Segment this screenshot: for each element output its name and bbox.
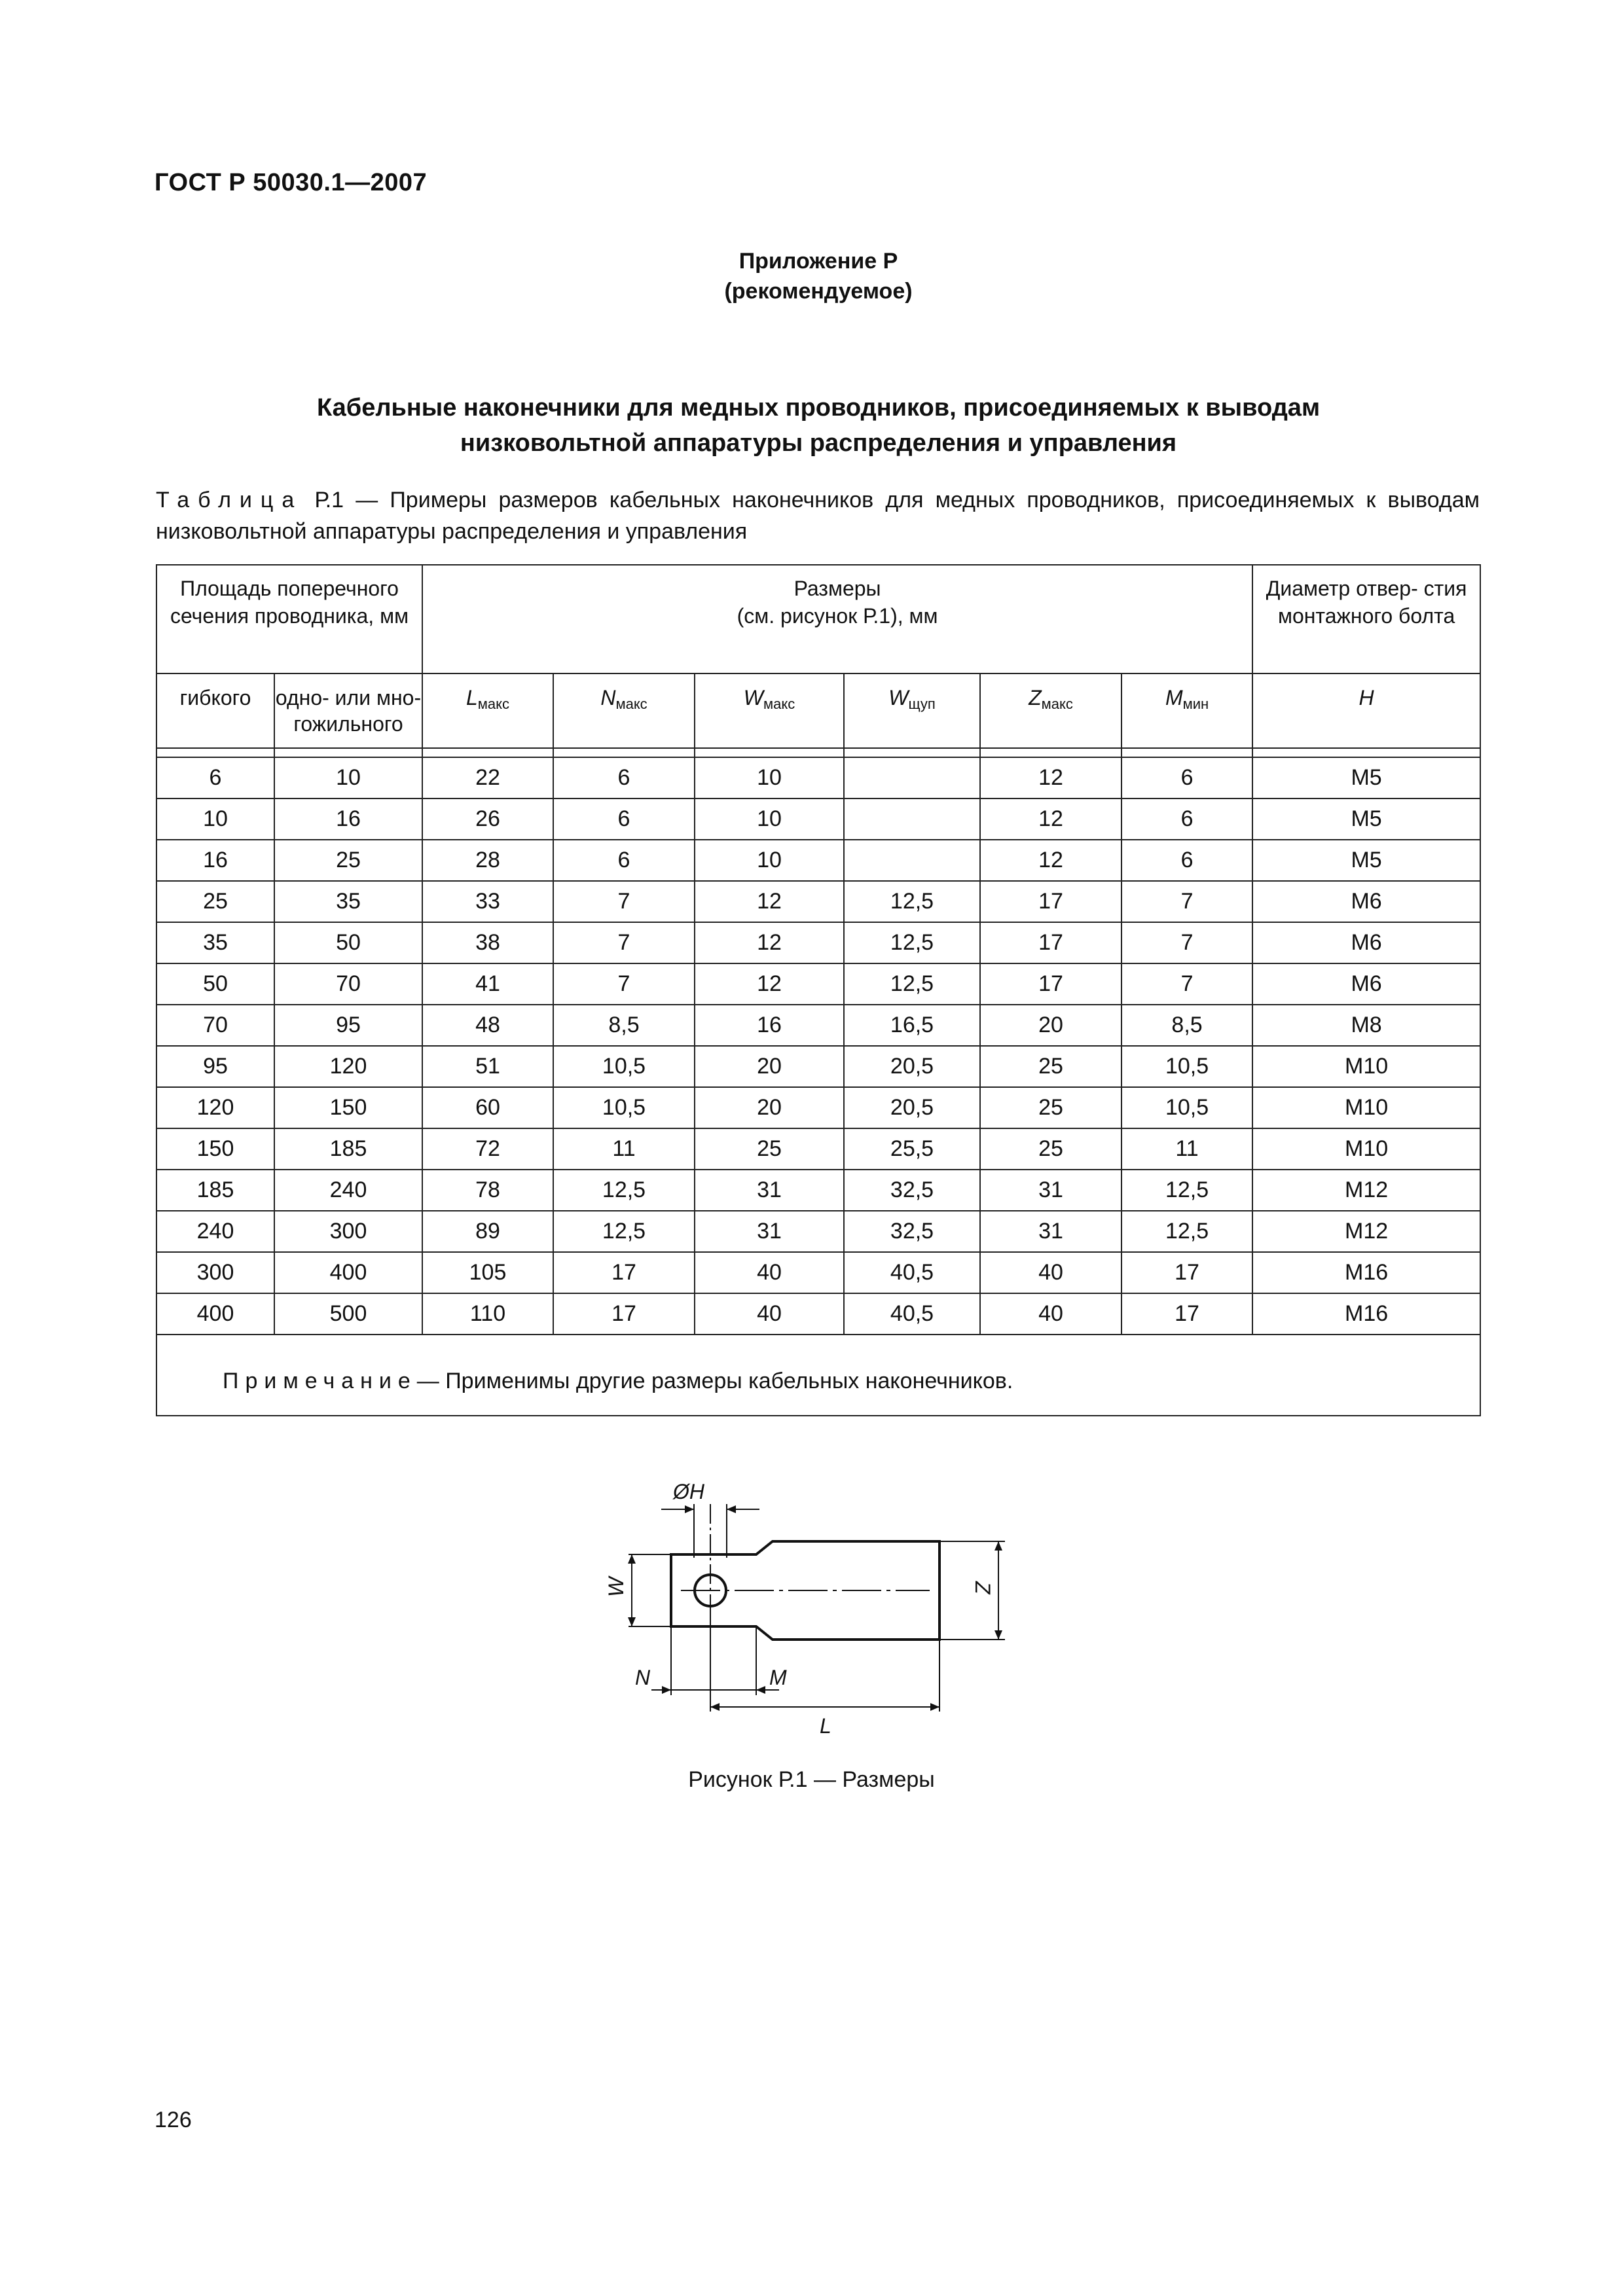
table-caption-label: Таблица	[156, 488, 303, 512]
table-cell: 16	[156, 840, 274, 881]
table-cell: M5	[1252, 840, 1480, 881]
table-cell: M5	[1252, 757, 1480, 798]
table-cell: 32,5	[844, 1211, 980, 1252]
table-row	[156, 1170, 1480, 1211]
table-cell: 10	[156, 798, 274, 840]
appendix-title: Приложение Р	[739, 249, 898, 274]
table-cell: 17	[1122, 1252, 1252, 1293]
table-cell: 50	[274, 922, 422, 963]
table-cell: 12,5	[1122, 1170, 1252, 1211]
table-cell: 300	[274, 1211, 422, 1252]
header2-main: Z	[1029, 686, 1042, 709]
label-m: M	[769, 1666, 787, 1689]
main-title-line-1: Кабельные наконечники для медных проводников, присоединяемых к выводам	[316, 394, 1321, 422]
table-cell: 17	[980, 963, 1122, 1005]
header2-main: W	[743, 686, 763, 709]
table-cell: 150	[156, 1128, 274, 1170]
table-caption	[156, 484, 1480, 547]
appendix-subtitle: (рекомендуемое)	[724, 279, 913, 304]
header2-main: H	[1359, 686, 1374, 709]
label-n: N	[635, 1666, 651, 1689]
table-cell: 31	[980, 1211, 1122, 1252]
table-row	[156, 1211, 1480, 1252]
table-cell: 31	[695, 1170, 844, 1211]
table-row	[156, 881, 1480, 922]
main-title	[157, 390, 1480, 461]
table-cell: 120	[274, 1046, 422, 1087]
cable-lug-figure	[589, 1466, 1048, 1741]
table-cell: 10,5	[1122, 1046, 1252, 1087]
table-cell: 70	[274, 963, 422, 1005]
table-cell: 7	[553, 881, 695, 922]
header2-cell	[156, 673, 274, 748]
table-caption-text: Р.1 — Примеры размеров кабельных наконечников для медных проводников, присоединяемых к выводам низковольтной аппаратуры распределения и управления	[156, 488, 1480, 544]
table-cell: 11	[1122, 1128, 1252, 1170]
table-cell: 31	[980, 1170, 1122, 1211]
header2-main: M	[1165, 686, 1183, 709]
table-cell: 25	[980, 1046, 1122, 1087]
table-cell: 7	[553, 922, 695, 963]
table-cell: 17	[980, 922, 1122, 963]
label-l: L	[820, 1714, 831, 1738]
table-cell: 25	[274, 840, 422, 881]
table-cell: 105	[422, 1252, 553, 1293]
table-row	[156, 757, 1480, 798]
table-cell: 25	[980, 1087, 1122, 1128]
note-label: Примечание	[223, 1369, 417, 1393]
appendix-heading	[0, 246, 1623, 306]
figure-caption: Рисунок Р.1 — Размеры	[688, 1767, 935, 1792]
table-cell: 10	[695, 840, 844, 881]
table-header-row-1	[156, 565, 1480, 673]
table-cell: 60	[422, 1087, 553, 1128]
table-cell: 6	[1122, 798, 1252, 840]
table-cell: 28	[422, 840, 553, 881]
table-row	[156, 1005, 1480, 1046]
table-cell: 20,5	[844, 1046, 980, 1087]
table-cell	[844, 757, 980, 798]
main-title-line-2: низковольтной аппаратуры распределения и управления	[460, 429, 1177, 457]
header2-cell	[553, 673, 695, 748]
header2-subscript: макс	[1041, 696, 1073, 712]
table-cell: 26	[422, 798, 553, 840]
table-cell: M12	[1252, 1170, 1480, 1211]
table-cell: 25,5	[844, 1128, 980, 1170]
table-cell: 20	[695, 1087, 844, 1128]
table-cell: 32,5	[844, 1170, 980, 1211]
table-cell: 240	[274, 1170, 422, 1211]
table-note	[156, 1348, 1480, 1416]
label-h: ØH	[673, 1480, 704, 1503]
table-cell: 78	[422, 1170, 553, 1211]
table-cell: M6	[1252, 881, 1480, 922]
table-cell: 20	[695, 1046, 844, 1087]
table-cell: 40,5	[844, 1293, 980, 1335]
table-row	[156, 1252, 1480, 1293]
table-cell: 11	[553, 1128, 695, 1170]
table-cell: 7	[553, 963, 695, 1005]
table-cell: 25	[695, 1128, 844, 1170]
table-cell: 12,5	[1122, 1211, 1252, 1252]
header2-subscript: макс	[615, 696, 647, 712]
table-cell: 35	[156, 922, 274, 963]
table-cell: 33	[422, 881, 553, 922]
table-cell: 95	[274, 1005, 422, 1046]
table-cell: 8,5	[553, 1005, 695, 1046]
table-row	[156, 922, 1480, 963]
table-cell	[844, 840, 980, 881]
table-cell: 12,5	[844, 881, 980, 922]
table-cell: 51	[422, 1046, 553, 1087]
table-cell: 6	[553, 840, 695, 881]
table-row	[156, 1293, 1480, 1335]
table-cell: 240	[156, 1211, 274, 1252]
header2-main: L	[466, 686, 478, 709]
table-cell: 400	[156, 1293, 274, 1335]
table-cell: 72	[422, 1128, 553, 1170]
header2-subscript: мин	[1182, 696, 1209, 712]
table-cell: 7	[1122, 963, 1252, 1005]
table-cell: M16	[1252, 1252, 1480, 1293]
header2-main: одно- или мно- гожильного	[275, 686, 422, 736]
table-cell: 70	[156, 1005, 274, 1046]
table-cell: 6	[553, 798, 695, 840]
table-cell: 50	[156, 963, 274, 1005]
table-cell: 12,5	[844, 963, 980, 1005]
table-cell: 10,5	[1122, 1087, 1252, 1128]
table-cell: M6	[1252, 963, 1480, 1005]
table-cell: 17	[1122, 1293, 1252, 1335]
page-number: 126	[155, 2108, 192, 2132]
document-code: ГОСТ Р 50030.1—2007	[155, 169, 428, 196]
table-cell: 25	[156, 881, 274, 922]
header2-subscript: макс	[477, 696, 510, 712]
table-cell: 95	[156, 1046, 274, 1087]
table-row	[156, 963, 1480, 1005]
dimensions-table	[156, 564, 1481, 1416]
note-text: — Применимы другие размеры кабельных наконечников.	[416, 1369, 1013, 1393]
table-cell: 12,5	[553, 1211, 695, 1252]
table-row	[156, 798, 1480, 840]
table-cell: M10	[1252, 1128, 1480, 1170]
table-cell: 10,5	[553, 1046, 695, 1087]
table-cell: M6	[1252, 922, 1480, 963]
table-cell: 185	[156, 1170, 274, 1211]
header-dimensions	[422, 565, 1252, 673]
header2-main: N	[600, 686, 616, 709]
table-cell: 150	[274, 1087, 422, 1128]
header2-subscript: макс	[763, 696, 795, 712]
table-cell: M5	[1252, 798, 1480, 840]
table-spacer-row	[156, 1335, 1480, 1348]
table-cell: 12	[695, 881, 844, 922]
table-cell: 25	[980, 1128, 1122, 1170]
table-row	[156, 1128, 1480, 1170]
table-cell: M10	[1252, 1087, 1480, 1128]
table-cell: 120	[156, 1087, 274, 1128]
table-cell: 10	[695, 757, 844, 798]
table-cell: M8	[1252, 1005, 1480, 1046]
table-cell: 89	[422, 1211, 553, 1252]
table-cell: 31	[695, 1211, 844, 1252]
header2-cell	[695, 673, 844, 748]
table-cell: 20,5	[844, 1087, 980, 1128]
table-cell: 10	[274, 757, 422, 798]
header2-cell	[274, 673, 422, 748]
table-cell: 17	[553, 1252, 695, 1293]
table-cell: 40	[980, 1252, 1122, 1293]
table-cell: 400	[274, 1252, 422, 1293]
header-gap-row	[156, 748, 1480, 757]
header2-cell	[844, 673, 980, 748]
header-dimensions-line-1: Размеры	[793, 577, 881, 600]
table-cell: 40,5	[844, 1252, 980, 1293]
table-cell: 38	[422, 922, 553, 963]
table-cell: 12,5	[844, 922, 980, 963]
table-cell: 16	[274, 798, 422, 840]
table-cell: M10	[1252, 1046, 1480, 1087]
table-cell: 300	[156, 1252, 274, 1293]
table-row	[156, 1087, 1480, 1128]
table-cell: 16	[695, 1005, 844, 1046]
table-cell: 40	[980, 1293, 1122, 1335]
label-w: W	[604, 1577, 628, 1597]
table-cell: 12	[980, 840, 1122, 881]
table-cell: 12	[695, 922, 844, 963]
table-cell: 20	[980, 1005, 1122, 1046]
table-cell: 12	[980, 798, 1122, 840]
table-cell: 110	[422, 1293, 553, 1335]
header2-subscript: щуп	[908, 696, 936, 712]
table-cell: 41	[422, 963, 553, 1005]
table-cell: 40	[695, 1293, 844, 1335]
table-cell: 6	[1122, 757, 1252, 798]
table-cell: 7	[1122, 881, 1252, 922]
table-cell: 6	[1122, 840, 1252, 881]
header2-cell	[422, 673, 553, 748]
table-cell: 48	[422, 1005, 553, 1046]
table-header-row-2	[156, 673, 1480, 748]
table-cell: 17	[980, 881, 1122, 922]
table-cell: 10	[695, 798, 844, 840]
table-cell: 22	[422, 757, 553, 798]
table-cell: 10,5	[553, 1087, 695, 1128]
header2-cell	[1122, 673, 1252, 748]
table-cell: 6	[156, 757, 274, 798]
header2-main: гибкого	[179, 686, 251, 709]
table-cell: M12	[1252, 1211, 1480, 1252]
header2-main: W	[888, 686, 909, 709]
table-row	[156, 840, 1480, 881]
table-cell: M16	[1252, 1293, 1480, 1335]
header-area: Площадь поперечного сечения проводника, мм	[156, 565, 422, 673]
header2-cell	[1252, 673, 1480, 748]
table-cell: 17	[553, 1293, 695, 1335]
header2-cell	[980, 673, 1122, 748]
table-row	[156, 1046, 1480, 1087]
table-cell: 8,5	[1122, 1005, 1252, 1046]
table-cell	[844, 798, 980, 840]
table-cell: 500	[274, 1293, 422, 1335]
table-cell: 12	[980, 757, 1122, 798]
table-cell: 16,5	[844, 1005, 980, 1046]
header-dimensions-line-2: (см. рисунок Р.1), мм	[737, 604, 938, 628]
table-note-row	[156, 1348, 1480, 1416]
table-cell: 12	[695, 963, 844, 1005]
table-cell: 185	[274, 1128, 422, 1170]
table-cell: 35	[274, 881, 422, 922]
table-cell: 6	[553, 757, 695, 798]
label-z: Z	[971, 1581, 994, 1594]
table-cell: 40	[695, 1252, 844, 1293]
header-bolt: Диаметр отвер- стия монтажного болта	[1252, 565, 1480, 673]
table-cell: 7	[1122, 922, 1252, 963]
table-cell: 12,5	[553, 1170, 695, 1211]
